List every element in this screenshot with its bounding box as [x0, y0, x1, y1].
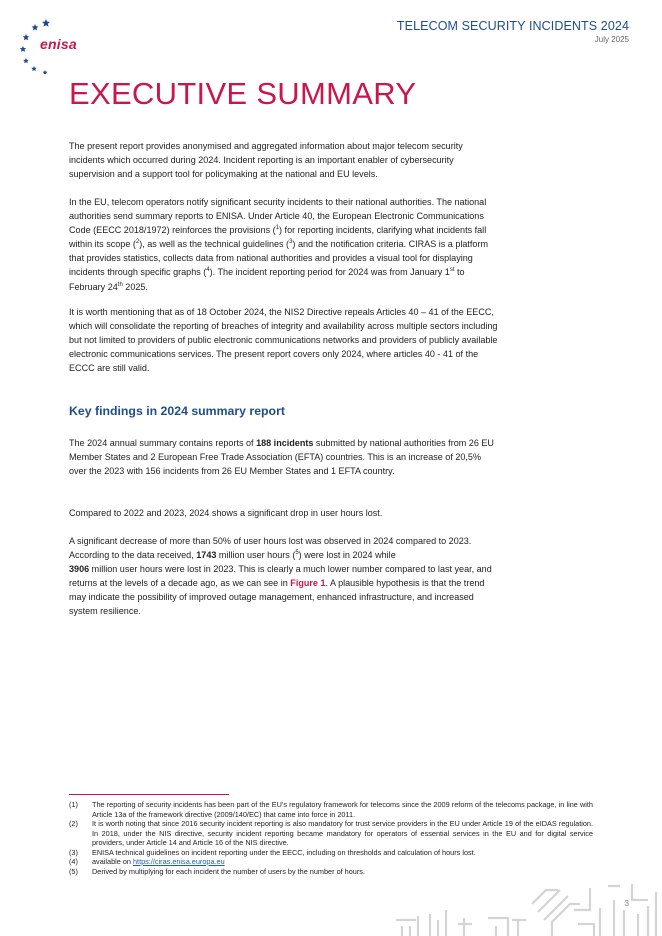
footnote-1: (1) The reporting of security incidents has been part of the EU’s regulatory framework for telecoms since the 2009 reform of the telecoms package, in line with Article 13a of the framework directive (2009/140/EC) that came into force in 2011. [69, 800, 593, 819]
report-title: TELECOM SECURITY INCIDENTS 2024 [396, 19, 629, 33]
key-findings-paragraph-2: Compared to 2022 and 2023, 2024 shows a significant drop in user hours lost. [69, 508, 383, 518]
footnote-ref-4[interactable]: 4 [206, 267, 210, 274]
footnote-3: (3) ENISA technical guidelines on incident reporting under the EECC, including on thresholds and calculation of hours lost. [69, 847, 476, 857]
ciras-link[interactable]: https://ciras.enisa.europa.eu [132, 857, 225, 866]
footnote-4: (4) available on https://ciras.enisa.europa.eu [69, 857, 225, 866]
footnote-ref-5[interactable]: 5 [295, 550, 299, 557]
footnote-2: (2) It is worth noting that since 2016 security incident reporting is also mandatory for trust service providers in the EU under Article 19 of the eIDAS regulation. In 2018, under the NIS directive, security incident reporting became mandatory for operators of essential services in the EU and for digital service providers, under Article 14 and Article 16 of the NIS directive. [69, 819, 593, 847]
footnote-5: (5) Derived by multiplying for each incident the number of users by the number of hours. [69, 866, 365, 876]
page-number: 3 [624, 899, 629, 908]
footnotes [69, 800, 593, 876]
intro-paragraph-2: In the EU, telecom operators notify significant security incidents to their national authorities. The national authorities send summary reports to ENISA. Under Article 40, the European Electronic Communications Code (EECC 2018/1972) reinforces the provisions ($^1$) for reporting incidents, clarifying what incidents fall within its scope ($^2$), as well as the technical guidelines ($^3$) and the notification criteria. CIRAS is a platform that provides statistics, collects data from national authorities and provides a visual tool for displaying incidents through specific graphs ($^4$). The incident reporting period for 2024 was from January 1st to February 24th 2025. [69, 197, 489, 292]
key-findings-paragraph-3: A significant decrease of more than 50% of user hours lost was observed in 2024 compared to 2023. According to the data received, 1743 million user hours ($^5$) were lost in 2024 while 3906 million user hours were lost in 2023. This is clearly a much lower number compared to last year, and returns at the levels of a decade ago, as we can see in Figure 1. A plausible hypothesis is that the trend may indicate the possibility of improved outage management, enhanced infrastructure, and increased system resilience. [69, 536, 492, 617]
logo-wordmark: enisa [40, 36, 77, 52]
intro-paragraph-3: It is worth mentioning that as of 18 October 2024, the NIS2 Directive repeals Articles 40 – 41 of the EECC, which will consolidate the reporting of breaches of integrity and availability across multiple sectors including but not limited to providers of public electronic communications networks and providers of publicly available electronic communications services. The present report covers only 2024, where articles 40 - 41 of the ECCC are still valid. [69, 307, 498, 374]
footnote-ref-3[interactable]: 3 [289, 239, 293, 246]
report-date: July 2025 [594, 35, 629, 44]
key-findings-heading: Key findings in 2024 summary report [69, 404, 285, 418]
page-title: EXECUTIVE SUMMARY [69, 76, 417, 111]
footnote-ref-2[interactable]: 2 [135, 239, 140, 246]
circuit-decoration-icon [392, 880, 662, 936]
footnote-divider [69, 794, 229, 795]
intro-paragraph-1: The present report provides anonymised and aggregated information about major telecom security incidents which occurred during 2024. Incident reporting is an important enabler of cybersecurity supervision and a support tool for policymaking at the national and EU levels. [69, 141, 463, 180]
key-findings-paragraph-1: The 2024 annual summary contains reports of 188 incidents submitted by national authorities from 26 EU Member States and 2 European Free Trade Association (EFTA) countries. This is an increase of 20,5% over the 2023 with 156 incidents from 26 EU Member States and 1 EFTA country. [69, 438, 494, 477]
figure-1-link[interactable]: Figure 1 [290, 578, 326, 589]
footnote-ref-1[interactable]: 1 [275, 225, 280, 232]
